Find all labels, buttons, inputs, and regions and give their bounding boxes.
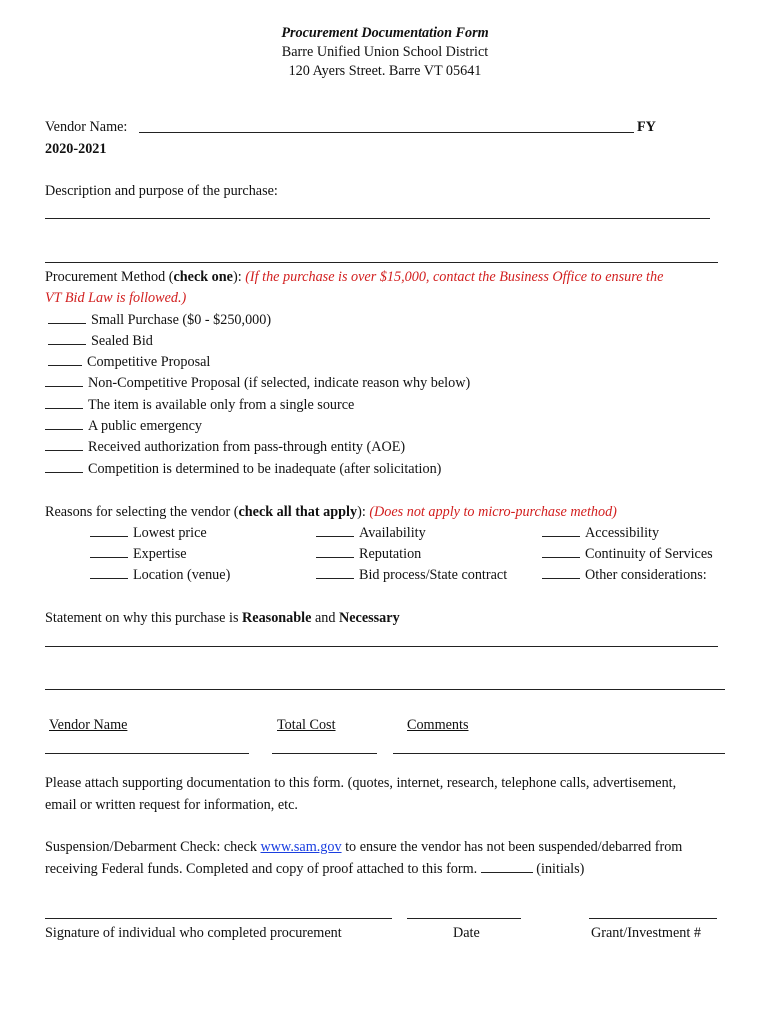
form-title: Procurement Documentation Form bbox=[281, 25, 489, 41]
suspension-line-2 bbox=[45, 860, 584, 878]
option-label: The item is available only from a single source bbox=[88, 397, 355, 413]
reasons-note: (Does not apply to micro-purchase method) bbox=[369, 504, 617, 520]
checkbox-blank[interactable] bbox=[90, 566, 128, 579]
total-cost-entry[interactable] bbox=[272, 753, 377, 754]
reason-location[interactable] bbox=[90, 566, 230, 584]
reason-label: Continuity of Services bbox=[585, 546, 713, 562]
suspension-line-1 bbox=[45, 838, 682, 856]
reason-lowest-price[interactable] bbox=[90, 524, 207, 542]
signature-line[interactable] bbox=[45, 918, 392, 919]
fy-value: 2020-2021 bbox=[45, 141, 107, 157]
statement-necessary: Necessary bbox=[339, 610, 400, 626]
reason-continuity[interactable] bbox=[542, 545, 713, 563]
reasons-label-start: Reasons for selecting the vendor ( bbox=[45, 504, 239, 520]
reason-label: Lowest price bbox=[133, 525, 207, 541]
method-label-start: Procurement Method ( bbox=[45, 269, 174, 285]
option-label: Received authorization from pass-through entity (AOE) bbox=[88, 439, 406, 455]
initials-field[interactable] bbox=[481, 860, 533, 873]
checkbox-blank[interactable] bbox=[90, 545, 128, 558]
method-label-bold: check one bbox=[173, 269, 233, 285]
district-name: Barre Unified Union School District bbox=[281, 44, 489, 60]
procurement-method-label bbox=[45, 268, 663, 286]
method-label-end: ): bbox=[232, 269, 242, 285]
checkbox-blank[interactable] bbox=[316, 524, 354, 537]
reasons-label-end: ): bbox=[357, 504, 366, 520]
checkbox-blank[interactable] bbox=[316, 545, 354, 558]
checkbox-blank[interactable] bbox=[45, 460, 83, 473]
checkbox-blank[interactable] bbox=[45, 417, 83, 430]
reason-label: Bid process/State contract bbox=[359, 567, 508, 583]
checkbox-blank[interactable] bbox=[542, 524, 580, 537]
attach-instructions-line-2: email or written request for information, etc. bbox=[45, 797, 298, 813]
reason-accessibility[interactable] bbox=[542, 524, 659, 542]
option-label: Non-Competitive Proposal (if selected, indicate reason why below) bbox=[88, 375, 471, 391]
checkbox-blank[interactable] bbox=[542, 566, 580, 579]
statement-reasonable: Reasonable bbox=[242, 610, 312, 626]
checkbox-blank[interactable] bbox=[90, 524, 128, 537]
sam-gov-link[interactable]: www.sam.gov bbox=[260, 839, 342, 855]
reason-label: Other considerations: bbox=[585, 567, 707, 583]
checkbox-blank[interactable] bbox=[45, 374, 83, 387]
method-note-line-1: (If the purchase is over $15,000, contact the Business Office to ensure the bbox=[245, 269, 664, 285]
option-label: Competitive Proposal bbox=[87, 354, 211, 370]
statement-and: and bbox=[311, 610, 339, 626]
vendor-name-header: Vendor Name bbox=[49, 717, 128, 733]
reason-label: Accessibility bbox=[585, 525, 660, 541]
suspension-line-2-start: receiving Federal funds. Completed and copy of proof attached to this form. bbox=[45, 861, 481, 877]
reason-availability[interactable] bbox=[316, 524, 426, 542]
reasons-label-bold: check all that apply bbox=[238, 504, 358, 520]
vendor-name-field[interactable] bbox=[139, 132, 634, 133]
method-option-single-source[interactable] bbox=[45, 396, 354, 414]
reason-bid-process[interactable] bbox=[316, 566, 507, 584]
option-label: Competition is determined to be inadequate (after solicitation) bbox=[88, 461, 442, 477]
checkbox-blank[interactable] bbox=[542, 545, 580, 558]
method-option-competition-inadequate[interactable] bbox=[45, 460, 441, 478]
suspension-line-2-end: (initials) bbox=[532, 861, 585, 877]
reasons-label bbox=[45, 503, 617, 521]
reason-label: Location (venue) bbox=[133, 567, 231, 583]
fy-label: FY bbox=[637, 119, 656, 135]
grant-line[interactable] bbox=[589, 918, 717, 919]
suspension-end: to ensure the vendor has not been suspended/debarred from bbox=[341, 839, 683, 855]
method-option-pass-through[interactable] bbox=[45, 438, 405, 456]
reason-expertise[interactable] bbox=[90, 545, 187, 563]
statement-line-2[interactable] bbox=[45, 689, 725, 690]
method-option-sealed-bid[interactable] bbox=[48, 332, 153, 350]
option-label: Sealed Bid bbox=[91, 333, 153, 349]
district-address: 120 Ayers Street. Barre VT 05641 bbox=[288, 63, 482, 79]
date-line[interactable] bbox=[407, 918, 521, 919]
checkbox-blank[interactable] bbox=[48, 353, 82, 366]
date-label: Date bbox=[453, 925, 480, 941]
grant-label: Grant/Investment # bbox=[591, 925, 701, 941]
statement-line-1[interactable] bbox=[45, 646, 718, 647]
statement-start: Statement on why this purchase is bbox=[45, 610, 243, 626]
checkbox-blank[interactable] bbox=[45, 438, 83, 451]
description-line-2[interactable] bbox=[45, 262, 718, 263]
reason-label: Reputation bbox=[359, 546, 422, 562]
comments-header: Comments bbox=[407, 717, 469, 733]
option-label: Small Purchase ($0 - $250,000) bbox=[91, 312, 272, 328]
method-option-competitive-proposal[interactable] bbox=[48, 353, 210, 371]
option-label: A public emergency bbox=[88, 418, 202, 434]
signature-label: Signature of individual who completed procurement bbox=[45, 925, 342, 941]
total-cost-header: Total Cost bbox=[277, 717, 336, 733]
vendor-name-entry[interactable] bbox=[45, 753, 249, 754]
method-option-non-competitive[interactable] bbox=[45, 374, 470, 392]
checkbox-blank[interactable] bbox=[316, 566, 354, 579]
reason-label: Availability bbox=[359, 525, 426, 541]
vendor-name-label: Vendor Name: bbox=[45, 119, 128, 135]
method-option-public-emergency[interactable] bbox=[45, 417, 202, 435]
comments-entry[interactable] bbox=[393, 753, 725, 754]
checkbox-blank[interactable] bbox=[48, 311, 86, 324]
suspension-start: Suspension/Debarment Check: check bbox=[45, 839, 261, 855]
statement-label bbox=[45, 609, 400, 627]
reason-reputation[interactable] bbox=[316, 545, 421, 563]
description-label: Description and purpose of the purchase: bbox=[45, 183, 278, 199]
checkbox-blank[interactable] bbox=[45, 396, 83, 409]
checkbox-blank[interactable] bbox=[48, 332, 86, 345]
method-option-small-purchase[interactable] bbox=[48, 311, 271, 329]
description-line-1[interactable] bbox=[45, 218, 710, 219]
reason-label: Expertise bbox=[133, 546, 187, 562]
method-note-line-2: VT Bid Law is followed.) bbox=[45, 290, 187, 306]
attach-instructions-line-1: Please attach supporting documentation to this form. (quotes, internet, research, telephone calls, advertisement, bbox=[45, 775, 677, 791]
reason-other[interactable] bbox=[542, 566, 707, 584]
